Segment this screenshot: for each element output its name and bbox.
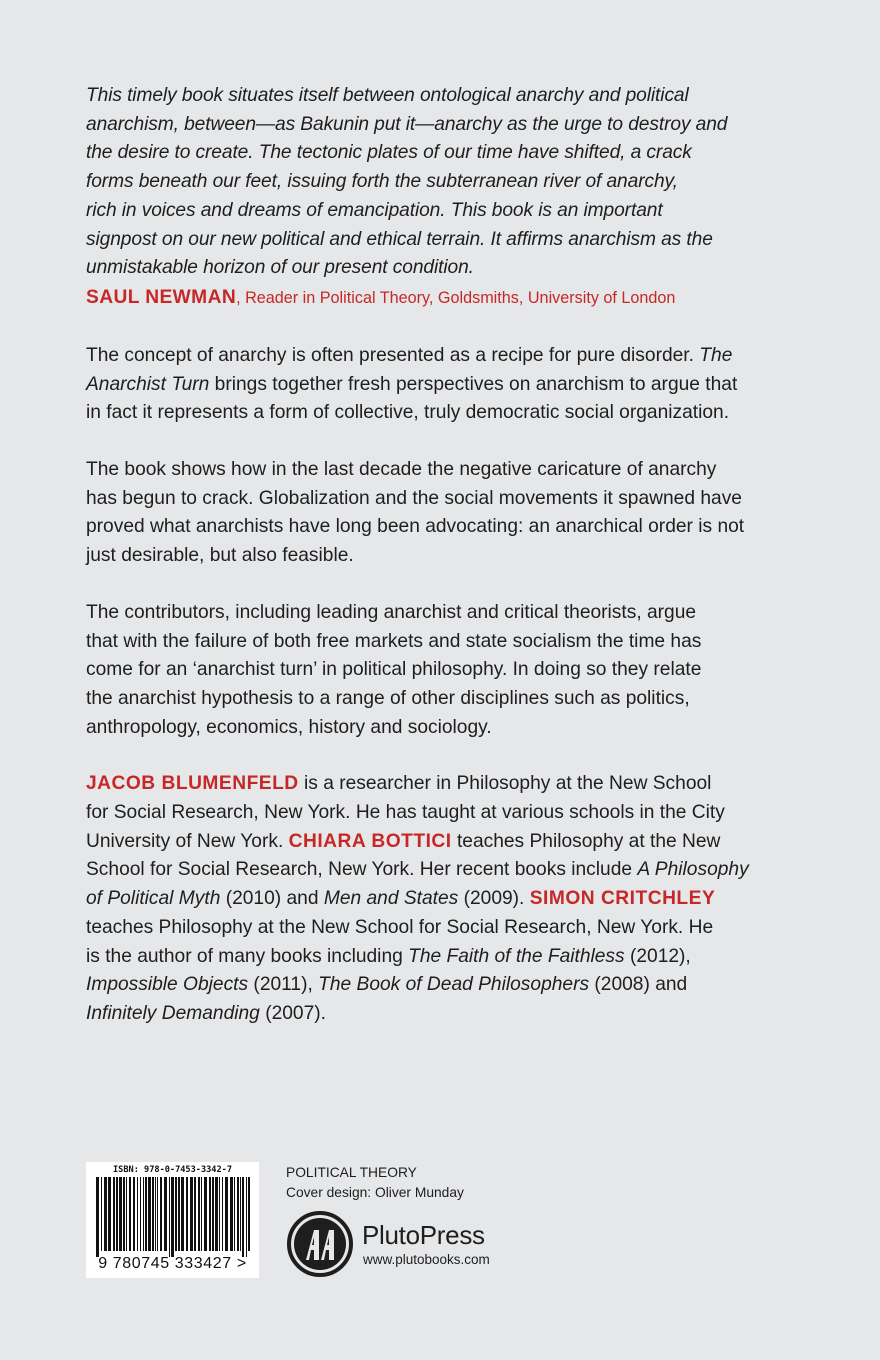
- paragraph-line: come for an ‘anarchist turn’ in political philosophy. In doing so they relate: [86, 659, 702, 681]
- paragraph-line: anthropology, economics, history and sociology.: [86, 716, 492, 738]
- barcode-bar: [246, 1177, 247, 1257]
- barcode-bars: [90, 1177, 255, 1257]
- barcode-bar: [113, 1177, 115, 1251]
- publisher-info: [286, 1163, 464, 1203]
- bio-line: of Political Myth (2010) and Men and States (2009). SIMON CRITCHLEY: [86, 888, 716, 910]
- barcode-bar: [148, 1177, 151, 1251]
- barcode-bar: [108, 1177, 111, 1251]
- description-paragraph-3: [86, 599, 796, 743]
- book-title-inline: Infinitely Demanding: [86, 1002, 260, 1024]
- description-paragraph-1: [86, 342, 796, 428]
- endorser-name: SAUL NEWMAN: [86, 286, 237, 308]
- bio-line: University of New York. CHIARA BOTTICI teaches Philosophy at the New: [86, 830, 721, 852]
- barcode-bar: [123, 1177, 125, 1251]
- barcode-bar: [242, 1177, 244, 1257]
- barcode-bar: [225, 1177, 228, 1251]
- back-cover-text: [86, 82, 796, 1029]
- paragraph-line: proved what anarchists have long been advocating: an anarchical order is not: [86, 516, 745, 538]
- barcode-bar: [152, 1177, 154, 1251]
- endorsement-line: unmistakable horizon of our present condition.: [86, 257, 474, 279]
- barcode-bar: [204, 1177, 207, 1251]
- publisher-name: PlutoPress: [362, 1220, 485, 1250]
- barcode-bar: [133, 1177, 135, 1251]
- barcode-bar: [96, 1177, 99, 1257]
- bio-line: School for Social Research, New York. Her recent books include A Philosophy: [86, 859, 749, 881]
- cover-design-credit: Cover design: Oliver Munday: [286, 1185, 464, 1200]
- paragraph-line: in fact it represents a form of collective, truly democratic social organization.: [86, 402, 730, 424]
- pluto-press-logo-icon: [286, 1210, 354, 1278]
- paragraph-line: has begun to crack. Globalization and the social movements it spawned have: [86, 487, 742, 509]
- barcode-bar: [164, 1177, 167, 1251]
- book-title-inline: Men and States: [323, 888, 459, 910]
- barcode-bar: [101, 1177, 102, 1251]
- barcode-bar: [178, 1177, 180, 1251]
- bio-line: for Social Research, New York. He has taught at various schools in the City: [86, 802, 725, 824]
- book-title-inline: A Philosophy: [637, 859, 749, 881]
- barcode-bar: [212, 1177, 214, 1251]
- barcode-bar: [126, 1177, 127, 1251]
- editor-name-bottici: CHIARA BOTTICI: [288, 830, 452, 852]
- barcode-bar: [240, 1177, 241, 1251]
- book-title-inline: The Book of Dead Philosophers: [318, 974, 590, 996]
- barcode-bar: [155, 1177, 156, 1251]
- publisher-url[interactable]: www.plutobooks.com: [363, 1252, 490, 1267]
- barcode-bar: [190, 1177, 193, 1251]
- paragraph-line: Anarchist Turn brings together fresh perspectives on anarchism to argue that: [86, 373, 738, 395]
- book-title-inline: The Faith of the Faithless: [408, 945, 625, 967]
- barcode-bar: [119, 1177, 122, 1251]
- paragraph-line: the anarchist hypothesis to a range of other disciplines such as politics,: [86, 687, 690, 709]
- endorsement-line: anarchism, between—as Bakunin put it—anarchy as the urge to destroy and: [86, 113, 728, 135]
- barcode-bar: [104, 1177, 107, 1251]
- barcode-bar: [169, 1177, 170, 1257]
- isbn-label: ISBN: 978-0-7453-3342-7: [113, 1165, 232, 1175]
- barcode-bar: [160, 1177, 162, 1251]
- editor-name-blumenfeld: JACOB BLUMENFELD: [86, 773, 299, 795]
- barcode-bar: [140, 1177, 141, 1251]
- barcode-bar: [181, 1177, 184, 1251]
- isbn-barcode: [86, 1162, 259, 1278]
- barcode-bar: [137, 1177, 138, 1251]
- barcode-bar: [143, 1177, 144, 1251]
- subject-category: POLITICAL THEORY: [286, 1165, 417, 1180]
- barcode-bar: [209, 1177, 211, 1251]
- barcode-bar: [237, 1177, 239, 1251]
- bio-line: teaches Philosophy at the New School for Social Research, New York. He: [86, 916, 714, 938]
- barcode-bar: [215, 1177, 218, 1251]
- barcode-bar: [194, 1177, 196, 1251]
- description-paragraph-2: [86, 456, 796, 571]
- barcode-bar: [129, 1177, 131, 1251]
- bio-line: Impossible Objects (2011), The Book of Dead Philosophers (2008) and: [86, 974, 688, 996]
- barcode-bar: [248, 1177, 250, 1251]
- book-title-inline: of Political Myth: [86, 888, 221, 910]
- barcode-bar: [145, 1177, 147, 1251]
- barcode-bar: [198, 1177, 200, 1251]
- book-title-inline: The: [699, 344, 733, 366]
- endorsement-line: This timely book situates itself between ontological anarchy and political: [86, 85, 689, 106]
- endorsement-line: forms beneath our feet, issuing forth the subterranean river of anarchy,: [86, 171, 678, 193]
- barcode-bar: [175, 1177, 177, 1251]
- endorsement-line: the desire to create. The tectonic plates of our time have shifted, a crack: [86, 142, 692, 164]
- barcode-bar: [219, 1177, 220, 1251]
- endorser-role: , Reader in Political Theory, Goldsmiths, University of London: [236, 288, 676, 307]
- editor-name-critchley: SIMON CRITCHLEY: [529, 888, 716, 910]
- barcode-bar: [222, 1177, 223, 1251]
- bio-line: is the author of many books including The Faith of the Faithless (2012),: [86, 945, 691, 967]
- barcode-bar: [157, 1177, 158, 1251]
- book-title-inline: Impossible Objects: [86, 974, 249, 996]
- paragraph-line: The book shows how in the last decade the negative caricature of anarchy: [86, 459, 717, 481]
- barcode-bar: [234, 1177, 235, 1251]
- barcode-bar: [230, 1177, 233, 1251]
- barcode-bar: [201, 1177, 202, 1251]
- paragraph-line: The concept of anarchy is often presented as a recipe for pure disorder. The: [86, 344, 733, 366]
- isbn-digits: 9 780745 333427 >: [98, 1255, 247, 1272]
- author-bios: [86, 770, 796, 1028]
- paragraph-line: just desirable, but also feasible.: [86, 545, 354, 567]
- barcode-bar: [171, 1177, 174, 1257]
- book-title-inline: Anarchist Turn: [86, 373, 210, 395]
- barcode-bar: [186, 1177, 188, 1251]
- endorsement-line: signpost on our new political and ethical terrain. It affirms anarchism as the: [86, 228, 713, 250]
- bio-line: Infinitely Demanding (2007).: [86, 1002, 326, 1024]
- endorsement-line: rich in voices and dreams of emancipation. This book is an important: [86, 199, 663, 221]
- bio-line: JACOB BLUMENFELD is a researcher in Philosophy at the New School: [86, 773, 712, 795]
- paragraph-line: The contributors, including leading anarchist and critical theorists, argue: [86, 601, 697, 623]
- endorsement-attribution: [86, 283, 796, 313]
- barcode-bar: [116, 1177, 118, 1251]
- endorsement-quote: [86, 82, 796, 283]
- paragraph-line: that with the failure of both free markets and state socialism the time has: [86, 630, 702, 652]
